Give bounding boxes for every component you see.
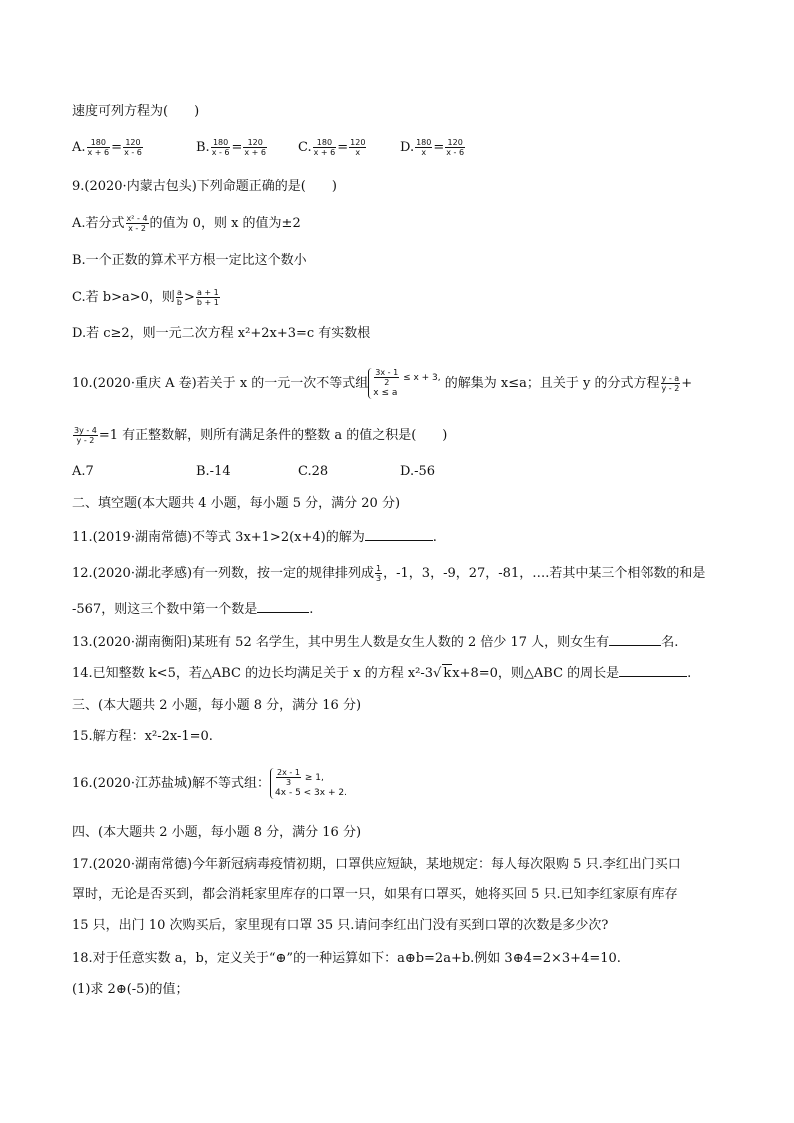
q10-inequality-system: $\frac{3x - 1}{2}$ ≤ x + 3, x ≤ a xyxy=(368,368,440,399)
q9-option-d[interactable]: D.若 c≥2，则一元二次方程 x²+2x+3=c 有实数根 xyxy=(72,326,371,341)
q10-option-d[interactable]: D.-56 xyxy=(400,464,436,479)
q14: 14.已知整数 k<5，若△ABC 的边长均满足关于 x 的方程 x²-3√ kx+8=0，则△ABC 的周长是 . xyxy=(72,666,692,681)
section-3-heading: 三、(本大题共 2 小题，每小题 8 分，满分 16 分) xyxy=(72,698,362,713)
q16-inequality-system: $\frac{2x - 1}{3}$ ≥ 1, 4x - 5 < 3x + 2. xyxy=(270,768,347,799)
section-4-heading: 四、(本大题共 2 小题，每小题 8 分，满分 16 分) xyxy=(72,825,362,840)
q15: 15.解方程：x²-2x-1=0. xyxy=(72,729,213,744)
answer-blank[interactable] xyxy=(365,528,433,541)
q10-option-a[interactable]: A.7 xyxy=(72,464,94,479)
q12-line2: -567，则这三个数中第一个数是 . xyxy=(72,602,314,617)
section-2-heading: 二、填空题(本大题共 4 小题，每小题 5 分，满分 20 分) xyxy=(72,496,401,511)
q17-line1: 17.(2020·湖南常德)今年新冠病毒疫情初期，口罩供应短缺，某地规定：每人每次限购 5 只.李红出门买口 xyxy=(72,857,681,872)
answer-blank[interactable] xyxy=(619,664,687,677)
q9-stem: 9.(2020·内蒙古包头)下列命题正确的是( ) xyxy=(72,179,337,194)
q17-line2: 罩时，无论是否买到，都会消耗家里库存的口罩一只，如果有口罩买，她将买回 5 只.已知李红家原有库存 xyxy=(72,887,678,902)
q11: 11.(2019·湖南常德)不等式 3x+1>2(x+4)的解为 . xyxy=(72,530,437,545)
q12-line1: 12.(2020·湖北孝感)有一列数，按一定的规律排列成 $\frac{1}{3}$ ，-1，3，-9，27，-81，….若其中某三个相邻数的和是 xyxy=(72,564,706,583)
q10-option-b[interactable]: B.-14 xyxy=(196,464,231,479)
q18-line1: 18.对于任意实数 a，b，定义关于“⊕”的一种运算如下：a⊕b=2a+b.例如 3⊕4=2×3+4=10. xyxy=(72,951,621,966)
q9-option-b[interactable]: B.一个正数的算术平方根一定比这个数小 xyxy=(72,253,307,268)
q9-option-a[interactable]: A.若分式 $\frac{\text{x² - 4}}{x - 2}$ 的值为 0，则 x 的值为±2 xyxy=(72,214,301,233)
q8-stem: 速度可列方程为( ) xyxy=(72,104,200,119)
q17-line3: 15 只，出门 10 次购买后，家里现有口罩 35 只.请问李红出门没有买到口罩的次数是多少次? xyxy=(72,918,609,933)
q8-option-d[interactable]: D. $\frac{180}{x}$ = $\frac{120}{x - 6}$ xyxy=(400,138,465,157)
q16: 16.(2020·江苏盐城)解不等式组： $\frac{2x - 1}{3}$ ≥ 1, 4x - 5 < 3x + 2. xyxy=(72,768,347,798)
q9-option-c[interactable]: C.若 b>a>0，则 $\frac{a}{b}$ > $\frac{a + 1}{b + 1}$ xyxy=(72,288,219,307)
q10-stem-line2: $\frac{3y - 4}{y - 2}$ =1 有正整数解，则所有满足条件的整数 a 的值之积是( ) xyxy=(74,426,448,445)
q8-option-a[interactable]: A. $\frac{180}{x + 6}$ = $\frac{120}{x - 6}$ xyxy=(72,138,142,157)
q8-option-c[interactable]: C. $\frac{180}{x + 6}$ = $\frac{120}{x}$ xyxy=(298,138,366,157)
q8-option-b[interactable]: B. $\frac{180}{x - 6}$ = $\frac{120}{x + 6}$ xyxy=(196,138,267,157)
answer-blank[interactable] xyxy=(257,600,309,613)
q10-stem-line1: 10.(2020·重庆 A 卷)若关于 x 的一元一次不等式组 $\frac{3x - 1}{2}$ ≤ x + 3, x ≤ a 的解集为 x≤a；且关于 y 的分式方程 $\frac{y - a}{y - 2}$ + xyxy=(72,368,693,398)
q10-option-c[interactable]: C.28 xyxy=(298,464,329,479)
q18-part1: (1)求 2⊕(-5)的值； xyxy=(72,982,189,997)
q13: 13.(2020·湖南衡阳)某班有 52 名学生，其中男生人数是女生人数的 2 倍少 17 人，则女生有 名. xyxy=(72,635,679,650)
answer-blank[interactable] xyxy=(609,633,661,646)
